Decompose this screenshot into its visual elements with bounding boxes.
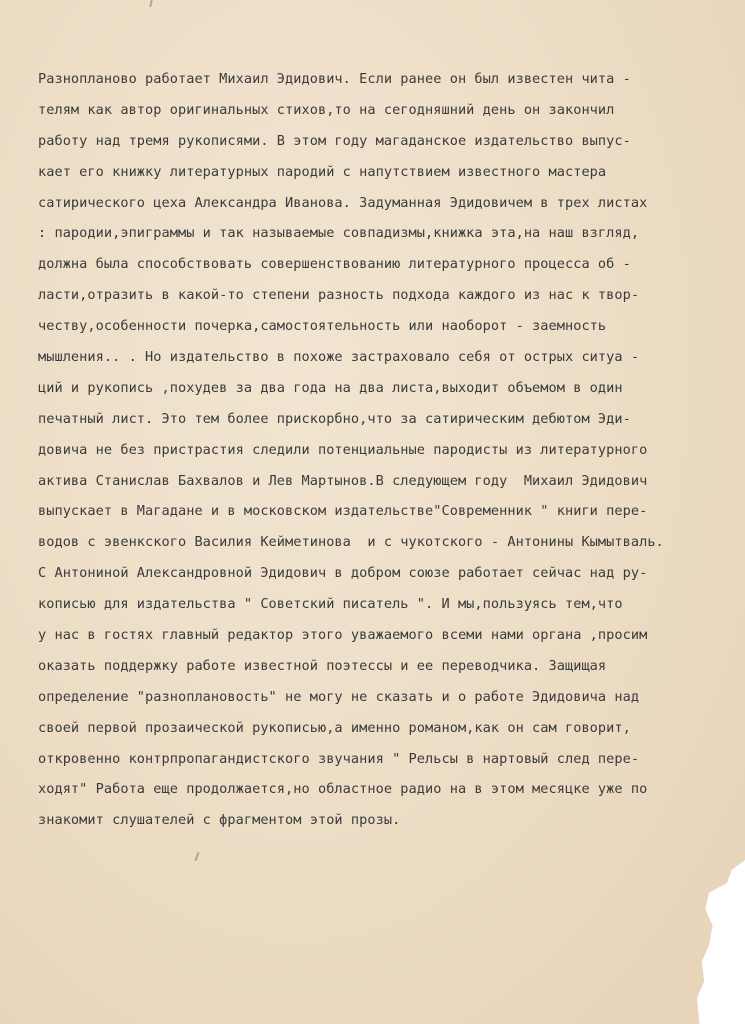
pencil-mark (149, 0, 152, 7)
text-line: ходят" Работа еще продолжается,но областное радио на в этом месяцке уже по (38, 781, 648, 798)
text-line: ций и рукопись ,похудев за два года на два листа,выходит объемом в один (38, 379, 623, 396)
text-line: : пародии,эпиграммы и так называемые совпадизмы,книжка эта,на наш взгляд, (38, 225, 640, 242)
text-line: должна была способствовать совершенствованию литературного процесса об - (38, 256, 631, 273)
text-line: мышления.. . Но издательство в похоже застраховало себя от острых ситуа - (38, 349, 640, 366)
text-line: водов с эвенкского Василия Кейметинова и с чукотского - Антонины Кымытваль. (38, 534, 664, 551)
text-line: С Антониной Александровной Эдидович в добром союзе работает сейчас над ру- (38, 565, 648, 582)
typewritten-text (38, 64, 743, 836)
text-line: определение "разноплановость" не могу не сказать и о работе Эдидовича над (38, 688, 640, 705)
text-line: телям как автор оригинальных стихов,то на сегодняшний день он закончил (38, 101, 615, 118)
pencil-mark (195, 852, 200, 861)
text-line: знакомит слушателей с фрагментом этой прозы. (38, 812, 401, 829)
text-line: кает его книжку литературных пародий с напутствием известного мастера (38, 163, 607, 180)
text-line: актива Станислав Бахвалов и Лев Мартынов.В следующем году Михаил Эдидович (38, 472, 648, 489)
text-line: довича не без пристрастия следили потенциальные пародисты из литературного (38, 441, 648, 458)
text-line: оказать поддержку работе известной поэтессы и ее переводчика. Защищая (38, 657, 607, 674)
torn-corner (685, 860, 745, 1024)
text-line: ласти,отразить в какой-то степени разность подхода каждого из нас к твор- (38, 287, 640, 304)
text-line: кописью для издательства " Советский писатель ". И мы,пользуясь тем,что (38, 596, 623, 613)
text-line: у нас в гостях главный редактор этого уважаемого всеми нами органа ,просим (38, 627, 648, 644)
text-line: печатный лист. Это тем более прискорбно,что за сатирическим дебютом Эди- (38, 410, 631, 427)
text-line: честву,особенности почерка,самостоятельность или наоборот - заемность (38, 318, 607, 335)
text-line: своей первой прозаической рукописью,а именно романом,как он сам говорит, (38, 719, 631, 736)
text-line: работу над тремя рукописями. В этом году магаданское издательство выпус- (38, 132, 631, 149)
text-line: выпускает в Магадане и в московском издательстве"Современник " книги пере- (38, 503, 648, 520)
text-line: сатирического цеха Александра Иванова. Задуманная Эдидовичем в трех листах (38, 194, 648, 211)
text-line: откровенно контрпропагандистского звучания " Рельсы в нартовый след пере- (38, 750, 640, 767)
text-line: Разнопланово работает Михаил Эдидович. Если ранее он был известен чита - (38, 71, 631, 87)
